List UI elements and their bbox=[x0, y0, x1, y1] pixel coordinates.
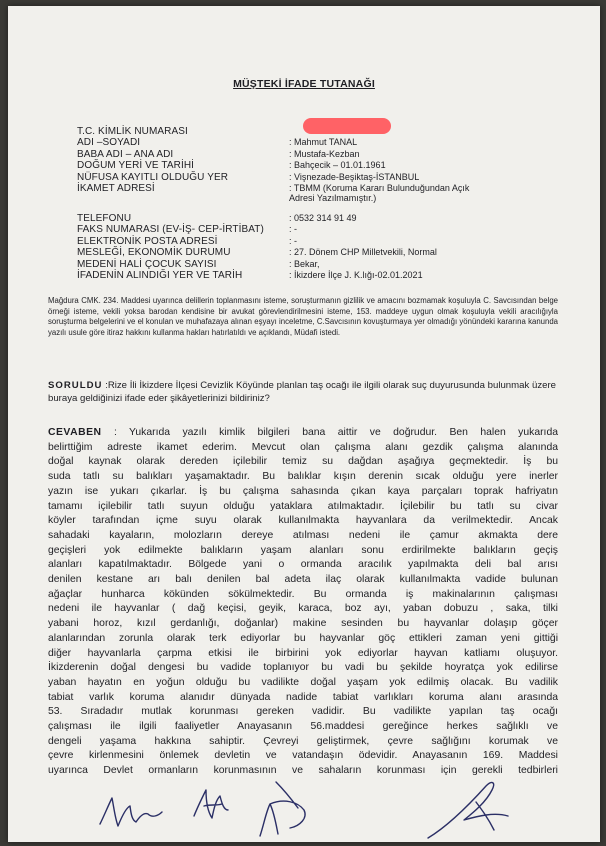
answer-line: tamamı içilebilir tatlı suyun olduğu yataklara atılmaktadır. İçilebilir bu tatlı su civar bbox=[48, 500, 558, 512]
identity-label: DOĞUM YERİ VE TARİHİ bbox=[77, 160, 195, 172]
answer-line: denilen kestane arı balı denilen bal adeta ilaç olarak kullanılmakta vadide bulunan bbox=[48, 574, 558, 586]
identity-value: : Mahmut TANAL bbox=[289, 137, 358, 148]
answer-line: tabiat varlık koruma alanıdır dünyada nadide tabiat varlıkları koruma alanı arasında bbox=[48, 691, 558, 703]
identity-value: : - bbox=[289, 224, 297, 235]
identity-value bbox=[289, 126, 589, 137]
identity-label: ELEKTRONİK POSTA ADRESİ bbox=[77, 235, 218, 247]
identity-label: MEDENİ HALİ ÇOCUK SAYISI bbox=[77, 258, 217, 270]
answer-line: yabani horoz, kızıl gerdanlığı, doğanlar) makine sesinden bu hayvanlar dolaşıp göçer bbox=[48, 618, 558, 630]
signature-area bbox=[8, 746, 600, 842]
identity-value: : İkizdere İlçe J. K.lığı-02.01.2021 bbox=[289, 269, 423, 280]
identity-value: : Vişnezade-Beşiktaş-İSTANBUL bbox=[289, 171, 420, 182]
identity-row bbox=[77, 236, 597, 247]
answer-line: ağaçlar hunharca kökünden sökülmektedir. Bu ormanda iş makinalarının çalışması bbox=[48, 588, 558, 600]
question-text: :Rize İli İkizdere İlçesi Cevizlik Köyünde planlan taş ocağı ile ilgili olarak suç duyurusunda bulunmak üzere buraya geldiğinizi ifade eder şikâyetlerinizi bildiriniz? bbox=[48, 380, 556, 404]
answer-heading: CEVABEN bbox=[48, 427, 102, 438]
identity-label: FAKS NUMARASI (EV-İŞ- CEP-İRTİBAT) bbox=[77, 224, 264, 236]
identity-row bbox=[77, 259, 597, 270]
identity-block bbox=[77, 126, 597, 281]
identity-label: MESLEĞİ, EKONOMİK DURUMU bbox=[77, 247, 231, 259]
answer-line bbox=[48, 426, 558, 441]
identity-label: NÜFUSA KAYITLI OLDUĞU YER bbox=[77, 171, 229, 183]
identity-value: : Bekar, bbox=[289, 258, 320, 269]
answer-line: dengeli yaşama hakkına sahiptir. Çevreyi geliştirmek, çevre sağlığını korumak ve bbox=[48, 735, 558, 747]
signature-2 bbox=[194, 790, 228, 818]
identity-value: : 27. Dönem CHP Milletvekili, Normal bbox=[289, 247, 437, 258]
identity-label: TELEFONU bbox=[77, 212, 132, 224]
answer-line: nedeni ile hayvanlar ( dağ keçisi, geyik, karaca, boz ayı, yaban dobuzu , saka, tilki bbox=[48, 603, 558, 615]
identity-row bbox=[77, 213, 597, 224]
document-title: MÜŞTEKİ İFADE TUTANAĞI bbox=[233, 78, 375, 90]
identity-row bbox=[77, 160, 597, 171]
answer-line: yaban hayatın en yoğun olduğu bu vadilikte doğal yaşam yok edilmiş olacak. Bu vadilik bbox=[48, 676, 558, 688]
answer-line: uyarınca Devlet ormanların korunmasının ve sahaların korunması için gerekli tedbirleri bbox=[48, 765, 558, 777]
identity-value: : - bbox=[289, 235, 297, 246]
identity-value: : TBMM (Koruma Kararı Bulunduğundan Açık Adresi Yazılmamıştır.) bbox=[289, 182, 470, 204]
answer-line: İkizderenin doğal dengesi bu vadide toplanıyor bu vadi bu şekilde hoyratça yok edilirse bbox=[48, 662, 558, 674]
identity-label: İKAMET ADRESİ bbox=[77, 182, 155, 194]
answer-line: 53. Sıradadır mutlak korunması gereken vadidir. Bu vadilikte yapılan taş ocağı bbox=[48, 706, 558, 718]
identity-label: ADI –SOYADI bbox=[77, 137, 141, 149]
identity-label: İFADENİN ALINDIĞI YER VE TARİH bbox=[77, 269, 243, 281]
answer-line: belirttiğim adreste ikamet ederim. Mevcut olan çalışma alanı gezdik çalışma alanında bbox=[48, 441, 558, 453]
question-block bbox=[48, 380, 556, 405]
identity-label: BABA ADI – ANA ADI bbox=[77, 148, 174, 160]
identity-row bbox=[77, 126, 597, 137]
answer-line: yazın ise yukarı çıkarlar. İş bu çalışma sahasında çıkan kaya parçaları toprak hafriyatın bbox=[48, 485, 558, 497]
identity-label: T.C. KİMLİK NUMARASI bbox=[77, 126, 188, 137]
answer-line: çevre kirlenmesini önlemek devletin ve vatandaşın ödevidir. Anayasanın 169. Maddesi bbox=[48, 750, 558, 762]
identity-value: : Bahçecik – 01.01.1961 bbox=[289, 160, 386, 171]
identity-row bbox=[77, 247, 597, 258]
answer-line: diğer hayvanlarla çarpma etkisi ile birbirini yok ediyorlar hayvan katliamı oluşuyor. bbox=[48, 647, 558, 659]
answer-line: sahadaki kayaların, molozların dereye atılması nedeni ile çamur akmakta dere bbox=[48, 529, 558, 541]
answer-line: alanları kapatılmaktadır. Bölgede yani o ormanda aracılık yapılmakta deli bal arısı bbox=[48, 559, 558, 571]
signature-1 bbox=[100, 798, 162, 826]
document-page bbox=[8, 6, 600, 842]
identity-value: : Mustafa-Kezban bbox=[289, 148, 360, 159]
rights-notice: Mağdura CMK. 234. Maddesi uyarınca delillerin toplanmasını isteme, soruşturmanın gizlilik ve amacını bozmamak koşuluyla C. Savcısından belge örneği isteme, vekili yoksa barodan kendisine bir avukat görevlendirilmesini isteme, 153. maddeye uygun olmak koşuluyla vekili aracılığıyla soruşturma belgelerini ve el konulan ve muhafazaya alınan eşyayı inceletme, C.Savcısının kovuşturmaya yer olmadığı yönündeki kararına kanunda yazılı usule göre itiraz hakkını kullanma hakları hatırlatıldı ve açıklandı, Müdafi istedi. bbox=[48, 296, 558, 337]
answer-line: geçişleri yok edilmekte balıkların yaşam alanları sonu erdirilmekte balıkların geçiş bbox=[48, 544, 558, 556]
answer-line: çalışması ile ilgili faaliyetler Anayasanın 56.maddesi gereğince herkes sağlıklı ve bbox=[48, 721, 558, 733]
answer-line: köyler tarafından içme suyu olarak kullanılmakta hayvanlara da verilmektedir. Ancak bbox=[48, 515, 558, 527]
answer-line: alanlarından zorunla olarak terk ediyorlar bu hayvanlar göç ettikleri zaman yeni gittiği bbox=[48, 632, 558, 644]
identity-row bbox=[77, 137, 597, 148]
identity-value: : 0532 314 91 49 bbox=[289, 212, 357, 223]
identity-row bbox=[77, 183, 597, 213]
identity-row bbox=[77, 149, 597, 160]
answer-line: doğal kaynak olarak dereden içilebilir temiz su dağdan aşağıya geçmektedir. İş bu bbox=[48, 456, 558, 468]
identity-row bbox=[77, 270, 597, 281]
question-heading: SORULDU bbox=[48, 380, 103, 391]
signature-3 bbox=[260, 782, 305, 836]
answer-text: : Yukarıda yazılı kimlik bilgileri bana aittir ve doğrudur. Ben halen yukarıda bbox=[113, 427, 559, 438]
answer-line: suda tatlı su balıkları yaşamaktadır. Bu balıklar kışın derenin sıcak olduğu yere inerler bbox=[48, 471, 558, 483]
identity-row bbox=[77, 172, 597, 183]
answer-block bbox=[48, 426, 558, 779]
identity-row bbox=[77, 224, 597, 235]
signature-4 bbox=[428, 783, 508, 838]
